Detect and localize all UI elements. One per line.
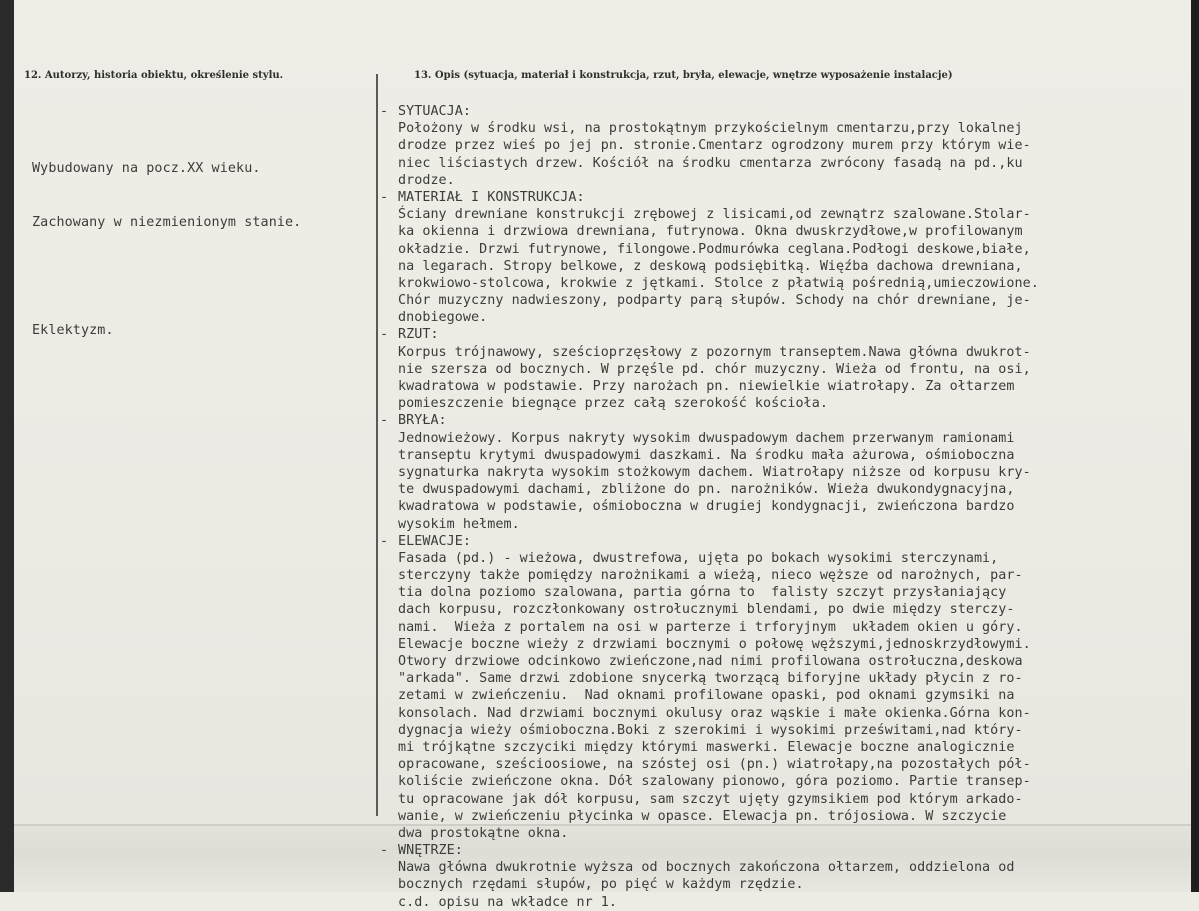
section-heading [380,842,1188,859]
text-line: bocznych rzędami słupów, po pięć w każdym rzędzie. [398,877,804,893]
text-line: wanie, w zwieńczeniu płycinka w opasce. Elewacja pn. trójosiowa. W szczycie [398,808,1007,824]
field-12-header: 12. Autorzy, historia obiektu, określenie stylu. [24,70,284,81]
margin-dash-marker: - [380,327,389,343]
section-heading [380,412,1188,429]
text-line: dygnacja wieży ośmioboczna.Boki z szerokimi i wysokimi prześwitami,nad który- [398,722,1023,738]
text-line: dach korpusu, rozczłonkowany ostrołucznymi blendami, po dwie między sterczy- [398,602,1015,618]
text-line: Otwory drzwiowe odcinkowo zwieńczone,nad nimi profilowana ostrołuczna,deskowa [398,654,1023,669]
text-line: tia dolna poziomo szalowana, partia górna to falisty szczyt przysłaniający [398,585,1007,601]
section-heading [380,103,1188,120]
text-line: koliście zwieńczone okna. Dół szalowany pionowo, góra poziomo. Partie transep- [398,774,1031,790]
text-line: na legarach. Stropy belkowe, z deskową podsiębitką. Więźba dachowa drewniana, [398,258,1023,274]
section-heading-text: ELEWACJE: [398,533,472,549]
section-heading [380,533,1188,550]
text-line: mi trójkątne szczyciki między którymi maswerki. Elewacje boczne analogicznie [398,739,1015,755]
section-heading-text: RZUT: [398,327,439,343]
text-line: niec liściastych drzew. Kościół na środku cmentarza zwrócony fasadą na pd.,ku [398,155,1023,171]
text-line: kwadratowa w podstawie. Przy narożach pn. niewielkie wiatrołapy. Za ołtarzem [398,379,1015,394]
column-divider [376,74,378,816]
text-line: dnobiegowe. [398,310,488,326]
text-line: Chór muzyczny nadwieszony, podparty parą słupów. Schody na chór drewniane, je- [398,293,1031,309]
text-line: okładzie. Drzwi futrynowe, filongowe.Podmurówka ceglana.Podłogi deskowe,białe, [398,241,1031,257]
margin-dash-marker: - [380,533,389,549]
text-line [32,268,368,286]
section-heading-text: MATERIAŁ I KONSTRUKCJA: [398,189,585,205]
section [380,412,1188,532]
section [380,103,1188,189]
text-line: opracowane, sześcioosiowe, na szóstej osi (pn.) wiatrołapy,na pozostałych pół- [398,757,1031,773]
text-line: Fasada (pd.) - wieżowa, dwustrefowa, ujęta po bokach wysokimi sterczynami, [398,550,999,566]
text-line: Jednowieżowy. Korpus nakryty wysokim dwuspadowym dachem przerwanym ramionami [398,430,1015,446]
text-line: drodze przez wieś po jej pn. stronie.Cmentarz ogrodzony murem przy którym wie- [398,138,1031,154]
text-line: Nawa główna dwukrotnie wyższa od bocznych zakończona ołtarzem, oddzielona od [398,860,1015,876]
text-line: "arkada". Same drzwi zdobione snycerką tworzącą biforyjne układy płycin z ro- [398,671,1023,687]
margin-dash-marker: - [380,413,389,429]
section [380,842,1188,911]
text-line: pomieszczenie biegnące przez całą szerokość kościoła. [398,396,828,412]
text-line: Wybudowany na pocz.XX wieku. [32,161,261,176]
margin-dash-marker: - [380,189,389,205]
text-line: tu opracowane jak dół korpusu, sam szczyt ujęty gzymsikiem pod którym arkado- [398,791,1023,807]
description-text [380,103,1188,911]
text-line: Położony w środku wsi, na prostokątnym przykościelnym cmentarzu,przy lokalnej [398,121,1023,137]
text-line: nami. Wieża z portalem na osi w parterze i trforyjnym układem okien u góry. [398,619,1023,635]
text-line: dwa prostokątne okna. [398,825,569,841]
section-heading [380,326,1188,343]
text-line: krokwiowo-stolcowa, krokwie z jętkami. Stolce z płatwią pośrednią,umieczowione. [398,275,1039,291]
section [380,326,1188,412]
text-line: zetami w zwieńczeniu. Nad oknami profilowane opaski, pod oknami gzymsiki na [398,688,1015,704]
margin-dash-marker: - [380,843,389,859]
field-13-header: 13. Opis (sytuacja, materiał i konstrukcja, rzut, bryła, elewacje, wnętrze wyposażenie instalacje) [414,70,953,81]
text-line: transeptu krytymi dwuspadowymi daszkami. Na środku mała ażurowa, ośmioboczna [398,447,1015,463]
text-line: sygnaturka nakryta wysokim stożkowym dachem. Wiatrołapy niższe od korpusu kry- [398,464,1031,480]
text-line: sterczyny także pomiędzy narożnikami a wieżą, nieco węższe od narożnych, par- [398,568,1023,584]
text-line: c.d. opisu na wkładce nr 1. [398,894,618,910]
section-heading-text: BRYŁA: [398,413,447,429]
text-line: Elewacje boczne wieży z drzwiami bocznymi o połowę węższymi,jednoskrzydłowymi. [398,636,1031,652]
authors-history-style-text [32,124,368,358]
section-heading-text: WNĘTRZE: [398,843,463,859]
text-line: ka okienna i drzwiowa drewniana, futrynowa. Okna dwuskrzydłowe,w profilowanym [398,224,1023,240]
scan-left-edge [0,0,14,892]
section-heading-text: SYTUACJA: [398,104,472,119]
section [380,533,1188,842]
section [380,189,1188,327]
text-line: te dwuspadowymi dachami, zbliżone do pn. narożników. Wieża dwukondygnacyjna, [398,482,1015,498]
text-line: Zachowany w niezmienionym stanie. [32,215,302,230]
text-line: Korpus trójnawowy, sześcioprzęsłowy z pozornym transeptem.Nawa główna dwukrot- [398,344,1031,360]
margin-dash-marker: - [380,104,389,119]
text-line: konsolach. Nad drzwiami bocznymi okulusy oraz wąskie i małe okienka.Górna kon- [398,705,1031,721]
text-line: kwadratowa w podstawie, ośmioboczna w drugiej kondygnacji, zwieńczona bardzo [398,499,1015,515]
text-line: Ściany drewniane konstrukcji zrębowej z lisicami,od zewnątrz szalowane.Stolar- [398,207,1031,223]
text-line: drodze. [398,172,455,188]
section-heading [380,189,1188,206]
text-line: wysokim hełmem. [398,516,520,532]
text-line: nie szersza od bocznych. W przęśle pd. chór muzyczny. Wieża od frontu, na osi, [398,361,1031,377]
text-line: Eklektyzm. [32,323,114,338]
scan-right-edge [1191,0,1199,892]
